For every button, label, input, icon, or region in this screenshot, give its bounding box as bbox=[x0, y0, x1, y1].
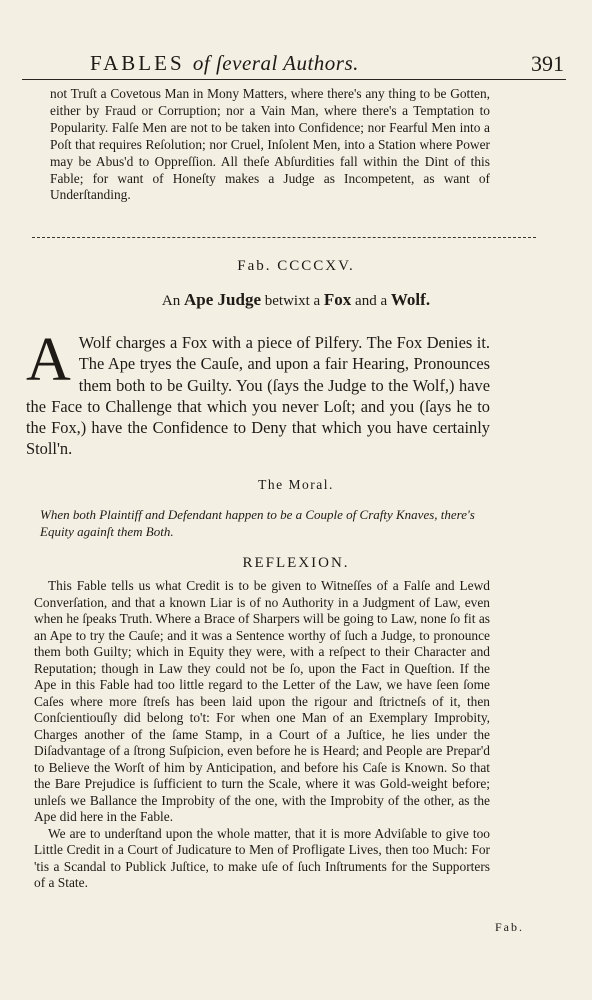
title-an: An bbox=[161, 293, 181, 309]
reflexion-heading: REFLEXION. bbox=[242, 555, 350, 571]
moral-heading: The Moral. bbox=[258, 477, 334, 492]
fable-heading: Fab. CCCCXV. bbox=[237, 258, 355, 274]
reflexion-body bbox=[34, 578, 490, 892]
title-fox: Fox bbox=[323, 290, 352, 309]
continuation-paragraph bbox=[50, 86, 490, 204]
reflexion-paragraph-1: This Fable tells us what Credit is to be given to Witneſſes of a Falſe and Lewd Converſation, and that a known Liar is of no Authority in a Judgment of Law, even when he ſpeaks Truth. Where a Brace of Sharpers will be going to Law, none ſo fit as an Ape to try the Cauſe; and it was a Sentence worthy of ſuch a Judge, to pronounce them both Guilty; which in Equity they were, with a reſpect to their Character and Reputation; though in Law they could not be ſo, upon the Fact in Queſtion. If the Ape in this Fable had too little regard to the Letter of the Law, we have ſeen ſome Caſes where more ſtreſs has been laid upon the rigour and ſtrictneſs of it, then Conſcientiouſly did belong to't: For when one Man of an Exemplary Improbity, Charges another of the ſame Stamp, in a Court of a Juſtice, he lies under the Diſadvantage of a ſtrong Suſpicion, even before he is Heard; and People are Prepar'd to Believe the Worſt of him by Anticipation, and before his Caſe is Known. So that the Bare Prejudice is ſufficient to turn the Scale, where it was Gold-weight before; unleſs we Ballance the Improbity of the one, with the Improbity of the other, as the Ape did here in the Fable. bbox=[34, 578, 490, 824]
title-wolf: Wolf. bbox=[390, 290, 431, 309]
catchword: Fab. bbox=[495, 920, 524, 934]
title-ape: Ape Judge bbox=[184, 290, 261, 309]
fable-title bbox=[0, 290, 592, 310]
running-head-title bbox=[90, 51, 359, 76]
section-divider bbox=[32, 237, 536, 238]
title-betwixt: betwixt a bbox=[264, 293, 321, 309]
running-head-caps: FABLES bbox=[90, 51, 185, 75]
header-rule bbox=[22, 79, 566, 80]
running-head-italic: of ſeveral Authors. bbox=[192, 51, 359, 75]
running-head bbox=[28, 48, 570, 78]
page-number: 391 bbox=[531, 51, 564, 76]
drop-cap: A bbox=[26, 326, 71, 394]
title-and: and a bbox=[355, 293, 388, 309]
moral-text: When both Plaintiff and Defendant happen to be a Couple of Crafty Knaves, there's Equity againſt them Both. bbox=[40, 507, 475, 539]
continuation-text: not Truſt a Covetous Man in Mony Matters, where there's any thing to be Gotten, either by Fraud or Corruption; nor a Vain Man, where there's a Temptation to Popularity. Falſe Men are not to be taken into Confidence; nor Fearful Men into a Poſt that requires Reſolution; nor Cruel, Inſolent Men, into a Station where Power may be Abus'd to Oppreſſion. All theſe Abſurdities fall within the Dint of this Fable; for want of Honeſty makes a Judge as Incompetent, as want of Underſtanding. bbox=[50, 86, 490, 203]
fable-body bbox=[26, 326, 490, 460]
fable-text: Wolf charges a Fox with a piece of Pilfery. The Fox Denies it. The Ape tryes the Cauſe, and upon a fair Hearing, Pronounces them both to be Guilty. You (ſays the Judge to the Wolf,) have the Face to Challenge that which you never Loſt; and you (ſays he to the Fox,) have the Confidence to Deny that which you have certainly Stoll'n. bbox=[26, 333, 490, 459]
reflexion-paragraph-2: We are to underſtand upon the whole matter, that it is more Adviſable to give too Little Credit in a Court of Judicature to Men of Profligate Lives, then too Much: For 'tis a Scandal to Publick Juſtice, to make uſe of ſuch Inſtruments for the Supporters of a State. bbox=[34, 825, 490, 890]
